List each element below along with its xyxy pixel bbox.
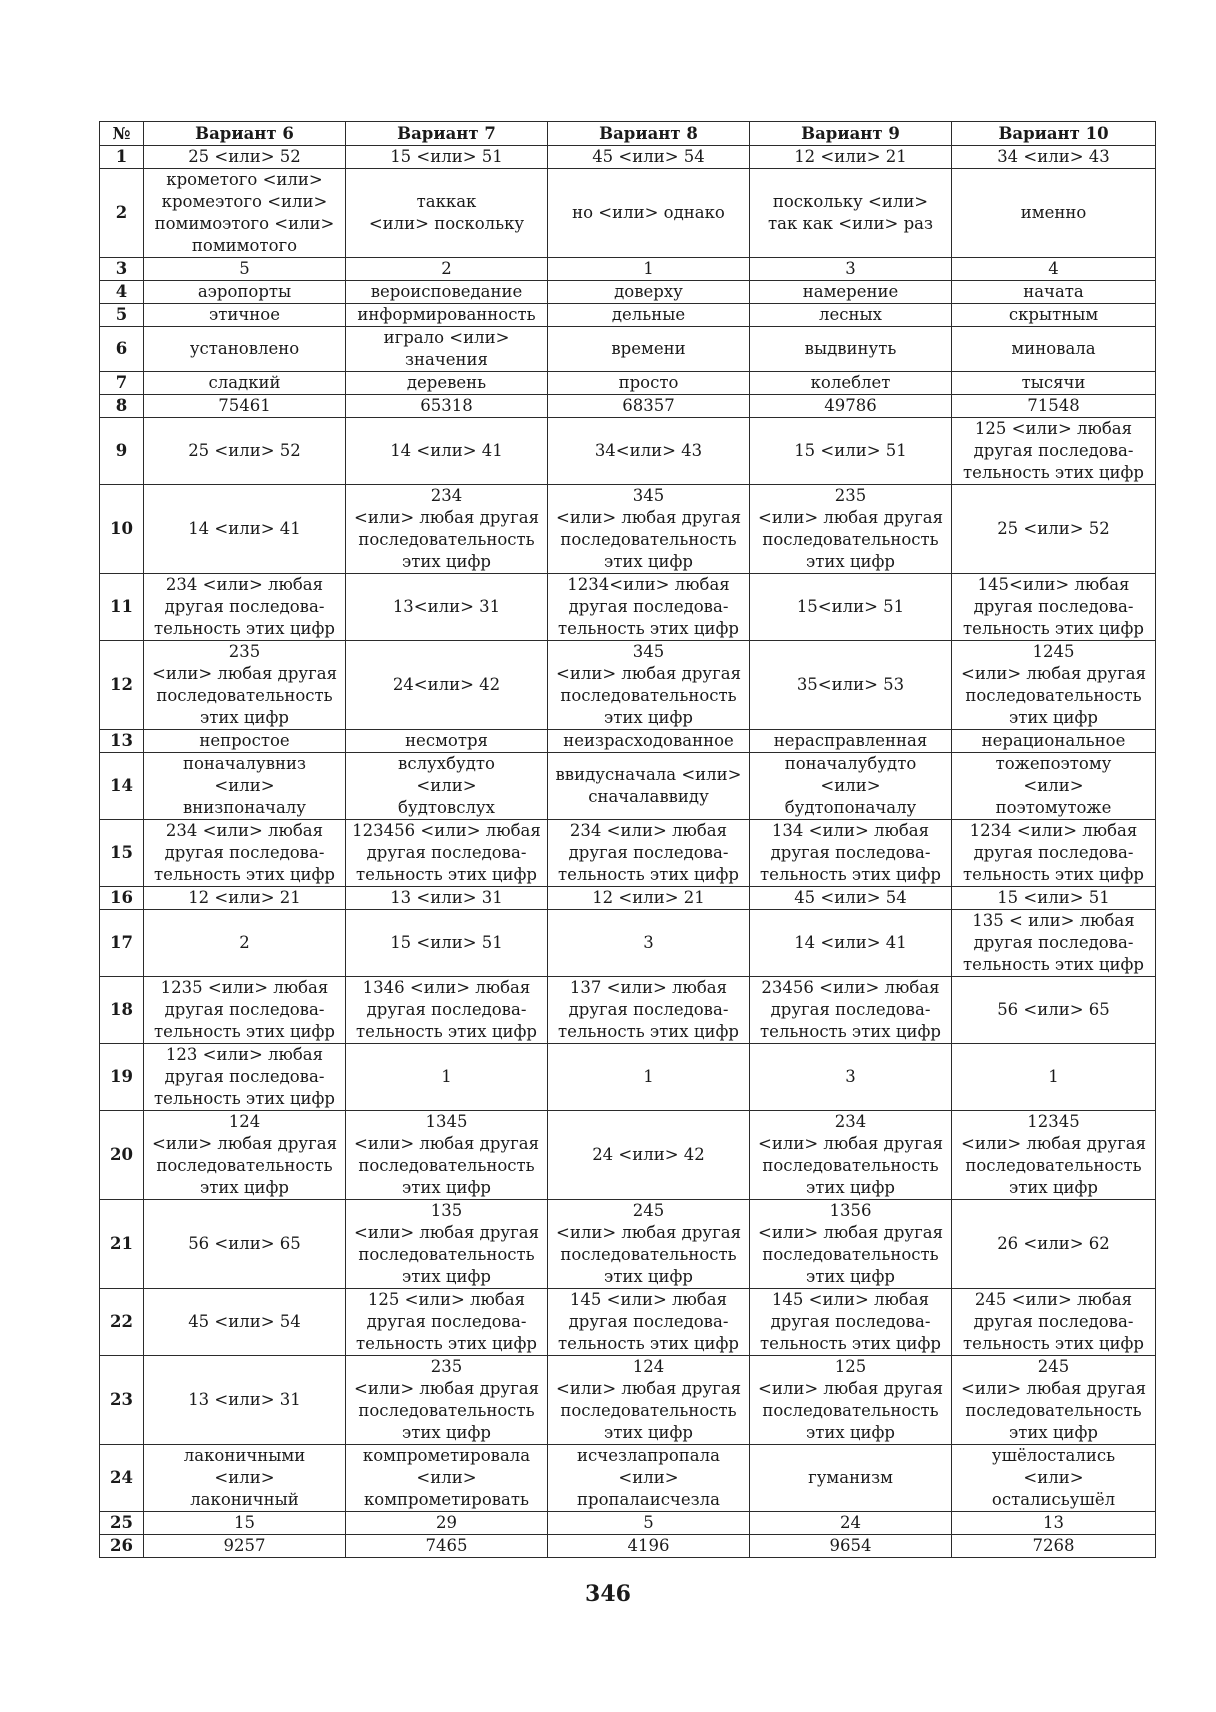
table-row xyxy=(100,1535,1156,1558)
answer-cell: 145<или> любая другая последова- тельность этих цифр xyxy=(952,574,1156,641)
table-row xyxy=(100,304,1156,327)
answers-table-body xyxy=(100,146,1156,1558)
answer-cell: поскольку <или> так как <или> раз xyxy=(750,169,952,258)
answer-cell: 1245 <или> любая другая последовательность этих цифр xyxy=(952,641,1156,730)
answer-cell: 23456 <или> любая другая последова- тельность этих цифр xyxy=(750,977,952,1044)
table-row xyxy=(100,169,1156,258)
row-number: 6 xyxy=(100,327,144,372)
answer-cell: 1234<или> любая другая последова- тельность этих цифр xyxy=(548,574,750,641)
answer-cell: сладкий xyxy=(144,372,346,395)
answer-cell: 1356 <или> любая другая последовательность этих цифр xyxy=(750,1200,952,1289)
answer-cell: 1345 <или> любая другая последовательность этих цифр xyxy=(346,1111,548,1200)
answer-cell: 137 <или> любая другая последова- тельность этих цифр xyxy=(548,977,750,1044)
answer-cell: времени xyxy=(548,327,750,372)
answer-cell: 1 xyxy=(548,1044,750,1111)
answer-cell: 56 <или> 65 xyxy=(144,1200,346,1289)
answer-cell: играло <или> значения xyxy=(346,327,548,372)
answer-cell: миновала xyxy=(952,327,1156,372)
answer-cell: нерасправленная xyxy=(750,730,952,753)
page-number: 346 xyxy=(585,1581,631,1607)
table-row xyxy=(100,372,1156,395)
answer-cell: 134 <или> любая другая последова- тельность этих цифр xyxy=(750,820,952,887)
answer-cell: 12345 <или> любая другая последовательность этих цифр xyxy=(952,1111,1156,1200)
answer-cell: 5 xyxy=(548,1512,750,1535)
answer-cell: намерение xyxy=(750,281,952,304)
answer-cell: 4 xyxy=(952,258,1156,281)
answer-cell: 12 <или> 21 xyxy=(750,146,952,169)
answer-cell: нерациональное xyxy=(952,730,1156,753)
answer-cell: 9654 xyxy=(750,1535,952,1558)
table-row xyxy=(100,910,1156,977)
answer-cell: 234 <или> любая другая последова- тельность этих цифр xyxy=(548,820,750,887)
row-number: 18 xyxy=(100,977,144,1044)
header-row xyxy=(100,122,1156,146)
answer-cell: 12 <или> 21 xyxy=(144,887,346,910)
answer-cell: вслухбудто <или> будтовслух xyxy=(346,753,548,820)
answer-cell: 15<или> 51 xyxy=(750,574,952,641)
answer-cell: колеблет xyxy=(750,372,952,395)
answer-cell: 245 <или> любая другая последовательность этих цифр xyxy=(548,1200,750,1289)
row-number: 9 xyxy=(100,418,144,485)
table-row xyxy=(100,1445,1156,1512)
answer-cell: 135 < или> любая другая последова- тельность этих цифр xyxy=(952,910,1156,977)
answer-cell: но <или> однако xyxy=(548,169,750,258)
table-row xyxy=(100,418,1156,485)
answer-cell: 1234 <или> любая другая последова- тельность этих цифр xyxy=(952,820,1156,887)
header-variant-6: Вариант 6 xyxy=(144,122,346,146)
answer-cell: 14 <или> 41 xyxy=(750,910,952,977)
row-number: 24 xyxy=(100,1445,144,1512)
answer-cell: доверху xyxy=(548,281,750,304)
table-row xyxy=(100,485,1156,574)
row-number: 3 xyxy=(100,258,144,281)
answer-cell: 1 xyxy=(346,1044,548,1111)
table-row xyxy=(100,1356,1156,1445)
answer-cell: компрометировала <или> компрометировать xyxy=(346,1445,548,1512)
answer-cell: 125 <или> любая другая последовательность этих цифр xyxy=(750,1356,952,1445)
answer-cell: несмотря xyxy=(346,730,548,753)
row-number: 19 xyxy=(100,1044,144,1111)
answer-cell: 7268 xyxy=(952,1535,1156,1558)
answer-cell: 15 xyxy=(144,1512,346,1535)
answer-cell: 24 <или> 42 xyxy=(548,1111,750,1200)
answer-cell: 13 <или> 31 xyxy=(144,1356,346,1445)
answer-cell: 9257 xyxy=(144,1535,346,1558)
answer-cell: кpометого <или> кpомеэтого <или> помимоэтого <или> помимотого xyxy=(144,169,346,258)
answer-cell: аэропорты xyxy=(144,281,346,304)
answer-cell: 15 <или> 51 xyxy=(346,146,548,169)
answer-cell: дельные xyxy=(548,304,750,327)
answer-cell: тысячи xyxy=(952,372,1156,395)
answer-cell: 145 <или> любая другая последова- тельность этих цифр xyxy=(750,1289,952,1356)
answer-cell: 13 <или> 31 xyxy=(346,887,548,910)
answer-cell: 7465 xyxy=(346,1535,548,1558)
row-number: 1 xyxy=(100,146,144,169)
row-number: 7 xyxy=(100,372,144,395)
answer-cell: именно xyxy=(952,169,1156,258)
answer-cell: 25 <или> 52 xyxy=(144,418,346,485)
answer-cell: деревень xyxy=(346,372,548,395)
table-row xyxy=(100,146,1156,169)
answer-cell: 35<или> 53 xyxy=(750,641,952,730)
table-row xyxy=(100,820,1156,887)
answer-cell: 71548 xyxy=(952,395,1156,418)
answer-cell: 124 <или> любая другая последовательность этих цифр xyxy=(144,1111,346,1200)
answer-cell: 24 xyxy=(750,1512,952,1535)
answer-cell: тожепоэтому <или> поэтомутоже xyxy=(952,753,1156,820)
table-row xyxy=(100,753,1156,820)
answer-cell: выдвинуть xyxy=(750,327,952,372)
answer-cell: 1 xyxy=(952,1044,1156,1111)
row-number: 4 xyxy=(100,281,144,304)
table-row xyxy=(100,258,1156,281)
answer-cell: 45 <или> 54 xyxy=(750,887,952,910)
answer-cell: 14 <или> 41 xyxy=(144,485,346,574)
row-number: 5 xyxy=(100,304,144,327)
table-row xyxy=(100,1289,1156,1356)
answer-cell: 49786 xyxy=(750,395,952,418)
table-row xyxy=(100,730,1156,753)
answer-cell: 24<или> 42 xyxy=(346,641,548,730)
answer-cell: 1346 <или> любая другая последова- тельность этих цифр xyxy=(346,977,548,1044)
answer-cell: 15 <или> 51 xyxy=(750,418,952,485)
answer-cell: 235 <или> любая другая последовательность этих цифр xyxy=(144,641,346,730)
answer-cell: лесных xyxy=(750,304,952,327)
answer-cell: 14 <или> 41 xyxy=(346,418,548,485)
answer-cell: 123456 <или> любая другая последова- тельность этих цифр xyxy=(346,820,548,887)
answer-cell: 34<или> 43 xyxy=(548,418,750,485)
answer-cell: 234 <или> любая другая последовательность этих цифр xyxy=(750,1111,952,1200)
answer-cell: 12 <или> 21 xyxy=(548,887,750,910)
row-number: 11 xyxy=(100,574,144,641)
table-row xyxy=(100,1512,1156,1535)
answer-cell: вероисповедание xyxy=(346,281,548,304)
answer-cell: 145 <или> любая другая последова- тельность этих цифр xyxy=(548,1289,750,1356)
row-number: 26 xyxy=(100,1535,144,1558)
answer-cell: 29 xyxy=(346,1512,548,1535)
row-number: 12 xyxy=(100,641,144,730)
answer-cell: 124 <или> любая другая последовательность этих цифр xyxy=(548,1356,750,1445)
answer-cell: 34 <или> 43 xyxy=(952,146,1156,169)
answer-cell: начата xyxy=(952,281,1156,304)
row-number: 2 xyxy=(100,169,144,258)
row-number: 17 xyxy=(100,910,144,977)
header-variant-8: Вариант 8 xyxy=(548,122,750,146)
answer-cell: 2 xyxy=(346,258,548,281)
answer-cell: 4196 xyxy=(548,1535,750,1558)
answer-cell: 345 <или> любая другая последовательность этих цифр xyxy=(548,485,750,574)
table-row xyxy=(100,641,1156,730)
answer-cell: 234 <или> любая другая последовательность этих цифр xyxy=(346,485,548,574)
answer-cell: 234 <или> любая другая последова- тельность этих цифр xyxy=(144,574,346,641)
answer-cell: 13<или> 31 xyxy=(346,574,548,641)
row-number: 25 xyxy=(100,1512,144,1535)
row-number: 14 xyxy=(100,753,144,820)
answer-cell: 234 <или> любая другая последова- тельность этих цифр xyxy=(144,820,346,887)
answer-cell: лаконичными <или> лаконичный xyxy=(144,1445,346,1512)
header-variant-9: Вариант 9 xyxy=(750,122,952,146)
answer-cell: ввидусначала <или> сначалаввиду xyxy=(548,753,750,820)
answer-cell: 13 xyxy=(952,1512,1156,1535)
answer-cell: просто xyxy=(548,372,750,395)
answer-cell: поначалувниз <или> внизпоначалу xyxy=(144,753,346,820)
answer-cell: 15 <или> 51 xyxy=(952,887,1156,910)
answer-cell: 345 <или> любая другая последовательность этих цифр xyxy=(548,641,750,730)
answer-cell: 68357 xyxy=(548,395,750,418)
row-number: 15 xyxy=(100,820,144,887)
answer-cell: 123 <или> любая другая последова- тельность этих цифр xyxy=(144,1044,346,1111)
answer-cell: непростое xyxy=(144,730,346,753)
answer-cell: ушёлостались <или> осталисьушёл xyxy=(952,1445,1156,1512)
answer-cell: 245 <или> любая другая последова- тельность этих цифр xyxy=(952,1289,1156,1356)
row-number: 20 xyxy=(100,1111,144,1200)
header-variant-10: Вариант 10 xyxy=(952,122,1156,146)
answer-cell: 125 <или> любая другая последова- тельность этих цифр xyxy=(952,418,1156,485)
row-number: 8 xyxy=(100,395,144,418)
answer-cell: 2 xyxy=(144,910,346,977)
answer-cell: 135 <или> любая другая последовательность этих цифр xyxy=(346,1200,548,1289)
table-row xyxy=(100,395,1156,418)
answer-cell: установлено xyxy=(144,327,346,372)
answer-cell: 65318 xyxy=(346,395,548,418)
answer-cell: 125 <или> любая другая последова- тельность этих цифр xyxy=(346,1289,548,1356)
row-number: 22 xyxy=(100,1289,144,1356)
header-variant-7: Вариант 7 xyxy=(346,122,548,146)
answer-cell: 45 <или> 54 xyxy=(548,146,750,169)
answer-cell: 235 <или> любая другая последовательность этих цифр xyxy=(346,1356,548,1445)
answer-cell: 25 <или> 52 xyxy=(144,146,346,169)
answer-cell: 5 xyxy=(144,258,346,281)
answer-cell: информированность xyxy=(346,304,548,327)
row-number: 13 xyxy=(100,730,144,753)
answer-cell: исчезлапропала <или> пропалаисчезла xyxy=(548,1445,750,1512)
row-number: 10 xyxy=(100,485,144,574)
answer-cell: 235 <или> любая другая последовательность этих цифр xyxy=(750,485,952,574)
answer-cell: 3 xyxy=(548,910,750,977)
table-row xyxy=(100,1044,1156,1111)
answer-cell: таккак <или> поскольку xyxy=(346,169,548,258)
answers-table xyxy=(99,121,1156,1558)
table-row xyxy=(100,574,1156,641)
answer-cell: гуманизм xyxy=(750,1445,952,1512)
answer-cell: 56 <или> 65 xyxy=(952,977,1156,1044)
row-number: 21 xyxy=(100,1200,144,1289)
answer-cell: 1 xyxy=(548,258,750,281)
answer-cell: неизрасходованное xyxy=(548,730,750,753)
table-row xyxy=(100,1111,1156,1200)
answer-cell: 25 <или> 52 xyxy=(952,485,1156,574)
table-row xyxy=(100,281,1156,304)
header-number: № xyxy=(100,122,144,146)
answer-cell: 26 <или> 62 xyxy=(952,1200,1156,1289)
answer-cell: 75461 xyxy=(144,395,346,418)
answer-cell: 3 xyxy=(750,1044,952,1111)
table-row xyxy=(100,977,1156,1044)
row-number: 23 xyxy=(100,1356,144,1445)
row-number: 16 xyxy=(100,887,144,910)
answer-cell: 15 <или> 51 xyxy=(346,910,548,977)
answer-cell: 45 <или> 54 xyxy=(144,1289,346,1356)
table-row xyxy=(100,327,1156,372)
answer-cell: 3 xyxy=(750,258,952,281)
answer-cell: этичное xyxy=(144,304,346,327)
answer-cell: поначалубудто <или> будтопоначалу xyxy=(750,753,952,820)
answer-cell: 245 <или> любая другая последовательность этих цифр xyxy=(952,1356,1156,1445)
table-row xyxy=(100,887,1156,910)
answer-cell: скрытным xyxy=(952,304,1156,327)
answer-cell: 1235 <или> любая другая последова- тельность этих цифр xyxy=(144,977,346,1044)
table-row xyxy=(100,1200,1156,1289)
